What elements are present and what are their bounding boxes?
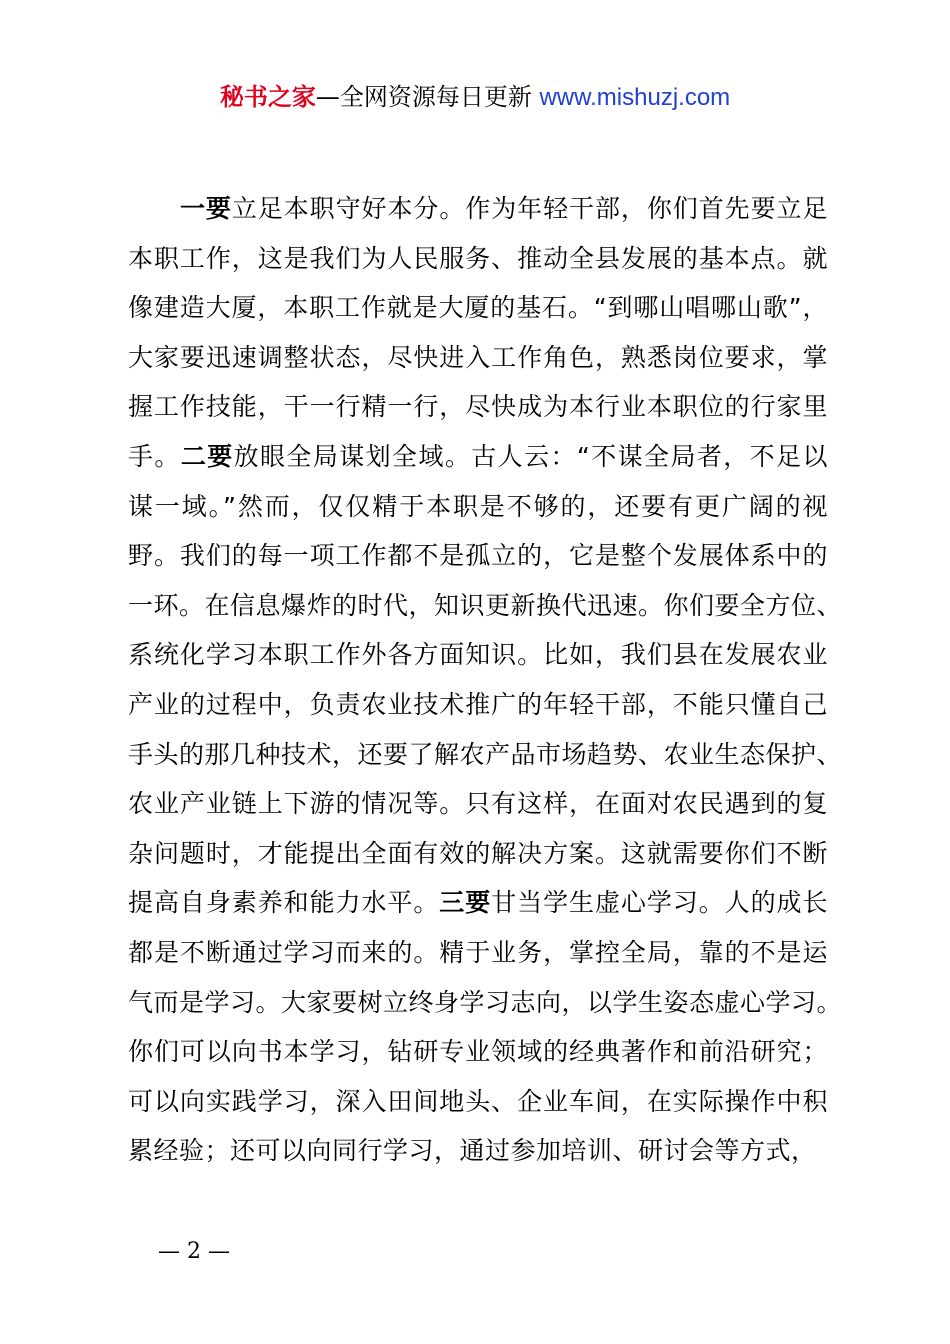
text-line: 系统化学习本职工作外各方面知识。比如，我们县在发展农业: [128, 640, 828, 670]
text-line: 野。我们的每一项工作都不是孤立的，它是整个发展体系中的: [128, 541, 828, 571]
site-brand: 秘书之家: [219, 83, 316, 111]
site-url[interactable]: www.mishuzj.com: [539, 84, 731, 111]
site-header: [0, 80, 950, 115]
text-line: 农业产业链上下游的情况等。只有这样，在面对农民遇到的复: [128, 789, 828, 819]
text-line: 气而是学习。大家要树立终身学习志向，以学生姿态虚心学习。: [128, 987, 843, 1017]
text-line: 可以向实践学习，深入田间地头、企业车间，在实际操作中积: [128, 1086, 828, 1116]
text-line: 你们可以向书本学习，钻研专业领域的经典著作和前沿研究；: [128, 1037, 828, 1067]
text-line: 都是不断通过学习而来的。精于业务，掌控全局，靠的不是运: [128, 937, 828, 967]
text-line: 累经验；还可以向同行学习，通过参加培训、研讨会等方式，: [128, 1136, 817, 1166]
text-line: 一要立足本职守好本分。作为年轻干部，你们首先要立足: [180, 194, 828, 223]
text-line: 像建造大厦，本职工作就是大厦的基石。“到哪山唱哪山歌”，: [128, 293, 828, 323]
emphasis-keyword: 三要: [439, 888, 492, 918]
site-slogan: —全网资源每日更新: [315, 83, 532, 111]
emphasis-keyword: 二要: [180, 441, 234, 471]
page-number: — 2 —: [158, 1239, 230, 1264]
text-line: 提高自身素养和能力水平。三要甘当学生虚心学习。人的成长: [128, 888, 828, 918]
emphasis-keyword: 一要: [180, 194, 232, 223]
text-line: 一环。在信息爆炸的时代，知识更新换代迅速。你们要全方位、: [128, 590, 843, 620]
text-line: 杂问题时，才能提出全面有效的解决方案。这就需要你们不断: [128, 838, 828, 868]
text-line: 产业的过程中，负责农业技术推广的年轻干部，不能只懂自己: [128, 689, 828, 719]
text-line: 本职工作，这是我们为人民服务、推动全县发展的基本点。就: [128, 243, 828, 273]
document-body: [128, 184, 843, 1176]
text-line: 手。二要放眼全局谋划全域。古人云：“不谋全局者，不足以: [128, 441, 828, 471]
text-line: 谋一域。”然而，仅仅精于本职是不够的，还要有更广阔的视: [128, 491, 828, 521]
text-line: 握工作技能，干一行精一行，尽快成为本行业本职位的行家里: [128, 392, 828, 422]
text-line: 大家要迅速调整状态，尽快进入工作角色，熟悉岗位要求，掌: [128, 342, 828, 372]
text-line: 手头的那几种技术，还要了解农产品市场趋势、农业生态保护、: [128, 739, 843, 769]
